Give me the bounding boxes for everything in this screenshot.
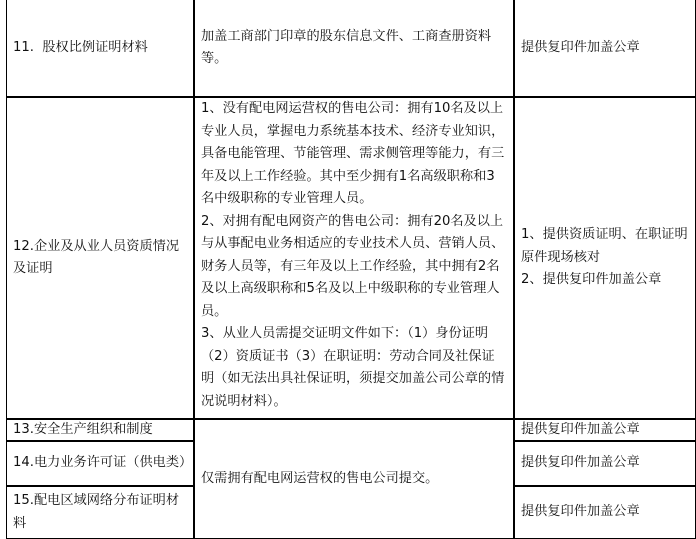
merged-requirement-cell: [194, 419, 514, 539]
row-11-item-cell: [6, 0, 194, 97]
row-14-item: 14.电力业务许可证（供电类）: [13, 455, 193, 471]
row-15-submission: 提供复印件加盖公章: [521, 504, 640, 520]
row-15-item-cell: [6, 486, 194, 539]
row-14-submission: 提供复印件加盖公章: [521, 455, 640, 471]
row-13-submission-cell: [514, 419, 696, 441]
row-15-item: 15.配电区域网络分布证明材料: [13, 493, 180, 531]
row-13-item-cell: [6, 419, 194, 441]
row-11-item: 11. 股权比例证明材料: [13, 39, 148, 55]
row-14-item-cell: [6, 441, 194, 486]
row-11-requirement: 加盖工商部门印章的股东信息文件、工商查册资料等。: [201, 28, 492, 66]
merged-requirement: 仅需拥有配电网运营权的售电公司提交。: [201, 470, 439, 486]
row-12-submission: 1、提供资质证明、在职证明原件现场核对 2、提供复印件加盖公章: [521, 227, 688, 288]
row-11-requirement-cell: [194, 0, 514, 97]
row-13-item: 13.安全生产组织和制度: [13, 421, 153, 437]
row-15-submission-cell: [514, 486, 696, 539]
row-12-requirement: 1、没有配电网运营权的售电公司：拥有10名及以上专业人员，掌握电力系统基本技术、经济专业知识，具备电能管理、节能管理、需求侧管理等能力，有三年及以上工作经验。其中至少拥有1名高级职称和3名中级职称的专业管理人员。 2、对拥有配电网资产的售电公司：拥有20名及以上与从事配电业务相适应的专业技术人员、营销人员、财务人员等，有三年及以上工作经验，其中拥有2名及以上高级职称和5名及以上中级职称的专业管理人员。 3、从业人员需提交证明文件如下：（1）身份证明（2）资质证书（3）在职证明：劳动合同及社保证明（如无法出具社保证明，须提交加盖公司公章的情况说明材料）。: [201, 101, 505, 409]
row-12-requirement-cell: [194, 97, 514, 419]
row-12-item: 12.企业及从业人员资质情况及证明: [13, 238, 180, 276]
row-11-submission-cell: [514, 0, 696, 97]
row-14-submission-cell: [514, 441, 696, 486]
row-13-submission: 提供复印件加盖公章: [521, 421, 640, 437]
row-12-item-cell: [6, 97, 194, 419]
row-12-submission-cell: [514, 97, 696, 419]
row-11-submission: 提供复印件加盖公章: [521, 39, 640, 55]
